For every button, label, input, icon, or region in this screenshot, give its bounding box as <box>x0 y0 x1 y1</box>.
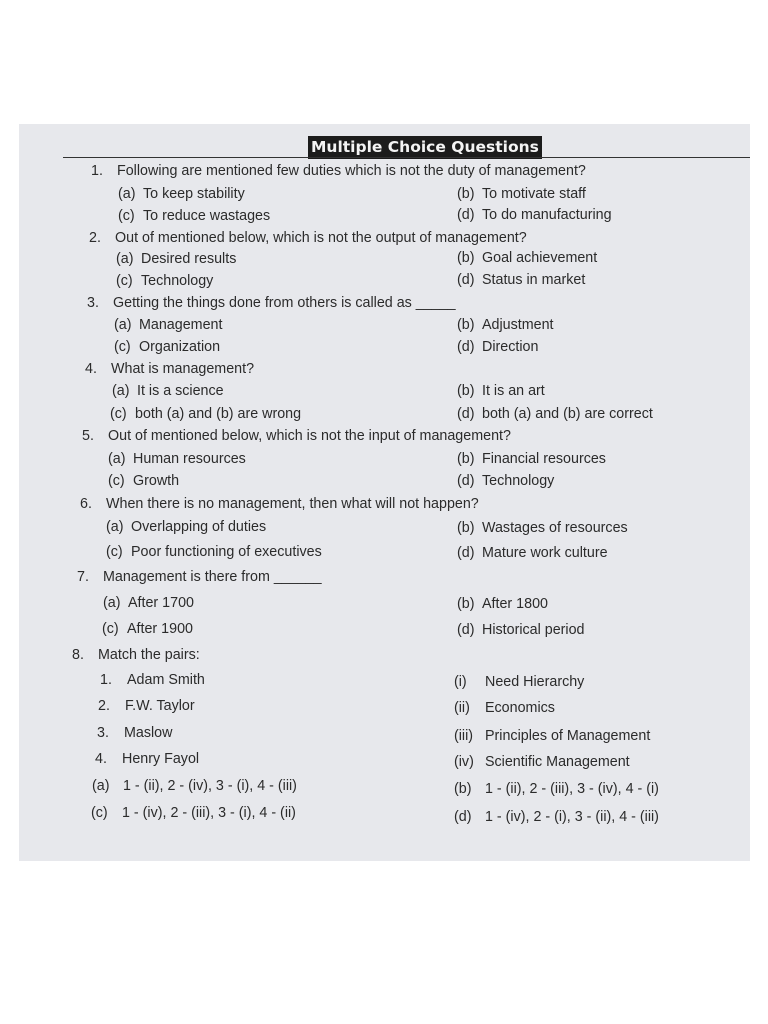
option-5c: (c) Growth <box>108 473 180 489</box>
option-3a: (a) Management <box>114 317 223 333</box>
option-1d: (d) To do manufacturing <box>457 207 612 223</box>
question-5: 5. Out of mentioned below, which is not the input of management? <box>82 428 511 444</box>
option-4a: (a) It is a science <box>112 383 224 399</box>
question-text: When there is no management, then what will not happen? <box>106 496 479 512</box>
option-1a: (a) To keep stability <box>118 186 245 202</box>
option-6a: (a) Overlapping of duties <box>106 519 267 535</box>
question-1: 1. Following are mentioned few duties which is not the duty of management? <box>91 163 586 179</box>
match-left-2: 2. F.W. Taylor <box>98 698 195 714</box>
match-right-3: (iii) Principles of Management <box>454 728 651 744</box>
question-text: Management is there from ______ <box>103 569 322 585</box>
question-4: 4. What is management? <box>85 361 255 377</box>
option-5b: (b) Financial resources <box>457 451 606 467</box>
question-text: What is management? <box>111 361 255 377</box>
question-text: Out of mentioned below, which is not the input of management? <box>108 428 511 444</box>
option-4b: (b) It is an art <box>457 383 545 399</box>
question-2: 2. Out of mentioned below, which is not the output of management? <box>89 230 527 246</box>
question-text: Match the pairs: <box>98 647 200 663</box>
option-1c: (c) To reduce wastages <box>118 208 271 224</box>
match-right-1: (i) Need Hierarchy <box>454 674 585 690</box>
page-title: Multiple Choice Questions <box>308 136 542 159</box>
question-text: Following are mentioned few duties which is not the duty of management? <box>117 163 586 179</box>
option-6d: (d) Mature work culture <box>457 545 608 561</box>
option-8d: (d) 1 - (iv), 2 - (i), 3 - (ii), 4 - (iii) <box>454 809 659 825</box>
option-3b: (b) Adjustment <box>457 317 554 333</box>
match-left-4: 4. Henry Fayol <box>95 751 200 767</box>
question-6: 6. When there is no management, then what will not happen? <box>80 496 479 512</box>
option-3c: (c) Organization <box>114 339 221 355</box>
option-8b: (b) 1 - (ii), 2 - (iii), 3 - (iv), 4 - (i) <box>454 781 659 797</box>
option-2b: (b) Goal achievement <box>457 250 598 266</box>
option-7c: (c) After 1900 <box>102 621 193 637</box>
document-page <box>19 124 750 861</box>
option-8a: (a) 1 - (ii), 2 - (iv), 3 - (i), 4 - (iii) <box>92 778 297 794</box>
question-3: 3. Getting the things done from others is called as _____ <box>87 295 456 311</box>
option-2c: (c) Technology <box>116 273 214 289</box>
question-7: 7. Management is there from ______ <box>77 569 322 585</box>
option-2a: (a) Desired results <box>116 251 237 267</box>
question-8: 8. Match the pairs: <box>72 647 200 663</box>
option-5a: (a) Human resources <box>108 451 246 467</box>
option-7d: (d) Historical period <box>457 622 585 638</box>
match-right-4: (iv) Scientific Management <box>454 754 630 770</box>
match-right-2: (ii) Economics <box>454 700 555 716</box>
option-6b: (b) Wastages of resources <box>457 520 628 536</box>
option-4c: (c) both (a) and (b) are wrong <box>110 406 302 422</box>
option-7a: (a) After 1700 <box>103 595 194 611</box>
option-8c: (c) 1 - (iv), 2 - (iii), 3 - (i), 4 - (ii) <box>91 805 296 821</box>
option-1b: (b) To motivate staff <box>457 186 586 202</box>
option-6c: (c) Poor functioning of executives <box>106 544 322 560</box>
option-3d: (d) Direction <box>457 339 539 355</box>
title-rule <box>63 157 750 158</box>
match-left-1: 1. Adam Smith <box>100 672 205 688</box>
match-left-3: 3. Maslow <box>97 725 173 741</box>
option-4d: (d) both (a) and (b) are correct <box>457 406 653 422</box>
question-text: Out of mentioned below, which is not the output of management? <box>115 230 527 246</box>
option-2d: (d) Status in market <box>457 272 586 288</box>
option-5d: (d) Technology <box>457 473 555 489</box>
question-text: Getting the things done from others is called as _____ <box>113 295 456 311</box>
option-7b: (b) After 1800 <box>457 596 548 612</box>
